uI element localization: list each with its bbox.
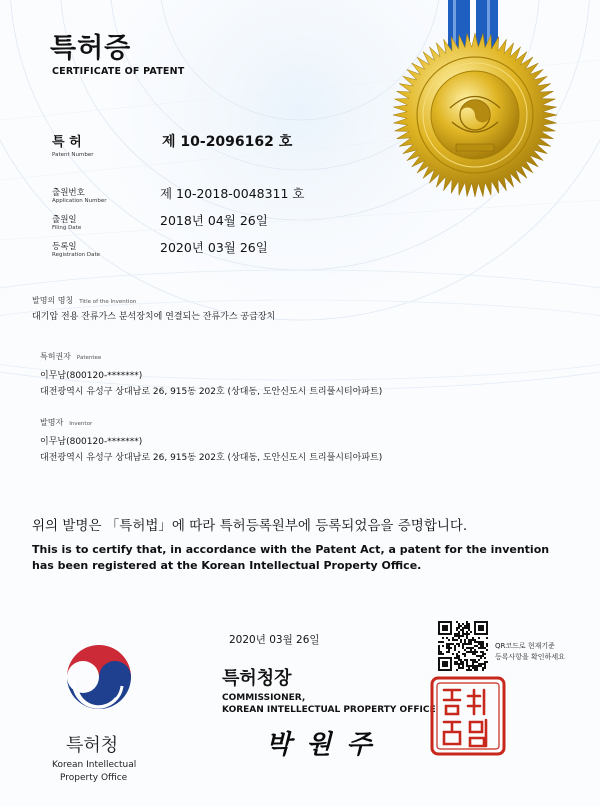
certification-text-en-1: This is to certify that, in accordance with the Patent Act, a patent for the invention (32, 543, 550, 556)
qr-code[interactable] (438, 621, 488, 671)
patentee-label (40, 351, 101, 362)
issue-date: 2020년 03월 26일 (229, 634, 320, 646)
inventor-label-ko: 발명자 (40, 418, 64, 427)
patent-number-label: 특 허 (52, 135, 82, 150)
gold-seal (390, 30, 560, 200)
official-red-seal (430, 676, 506, 756)
invention-title-label-en: Title of the Invention (79, 299, 137, 305)
inventor-label (40, 417, 92, 428)
certificate-title-en: CERTIFICATE OF PATENT (52, 66, 185, 77)
inventor-label-en: Inventor (69, 421, 93, 427)
patent-number-label-en: Patent Number (52, 152, 94, 158)
kipo-logo-text-ko: 특허청 (66, 735, 119, 756)
application-number-value: 제 10-2018-0048311 호 (160, 186, 305, 201)
kipo-logo (62, 640, 136, 714)
patentee-address: 대전광역시 유성구 상대남로 26, 915동 202호 (상대동, 도안신도시 트리풀시티아파트) (40, 387, 383, 397)
kipo-logo-text-en-2: Property Office (60, 773, 128, 783)
registration-date-value: 2020년 03월 26일 (160, 240, 268, 255)
certification-text-ko: 위의 발명은 「특허법」에 따라 특허등록원부에 등록되었음을 증명합니다. (32, 518, 468, 534)
commissioner-title-en-1: COMMISSIONER, (222, 693, 306, 703)
registration-date-label: 등록일 (52, 242, 77, 252)
kipo-logo-text-en-1: Korean Intellectual (52, 760, 137, 770)
qr-caption-line-1: QR코드로 현재기준 (495, 642, 555, 650)
invention-title-value: 대기압 전용 잔류가스 분석장치에 연결되는 잔류가스 공급장치 (32, 312, 276, 322)
commissioner-title-ko: 특허청장 (222, 668, 292, 689)
registration-date-label-en: Registration Date (52, 252, 101, 258)
invention-title-label-ko: 발명의 명칭 (32, 296, 74, 305)
patentee-label-ko: 특허권자 (40, 352, 71, 361)
patent-number-value: 제 10-2096162 호 (162, 134, 293, 150)
filing-date-label: 출원일 (52, 215, 77, 225)
inventor-address: 대전광역시 유성구 상대남로 26, 915동 202호 (상대동, 도안신도시 트리풀시티아파트) (40, 453, 383, 463)
inventor-name: 이무남(800120-*******) (40, 437, 143, 447)
qr-caption-line-2: 등록사항을 확인하세요 (495, 653, 565, 661)
filing-date-value: 2018년 04월 26일 (160, 213, 268, 228)
application-number-label: 출원번호 (52, 188, 85, 198)
certification-text-en-2: has been registered at the Korean Intellectual Property Office. (32, 559, 422, 572)
certificate-title-ko: 특허증 (50, 33, 132, 64)
filing-date-label-en: Filing Date (52, 225, 82, 231)
signature: 박 원 주 (266, 730, 375, 760)
commissioner-title-en-2: KOREAN INTELLECTUAL PROPERTY OFFICE (222, 705, 436, 715)
invention-title-label (32, 295, 136, 306)
patentee-name: 이무남(800120-*******) (40, 371, 143, 381)
patentee-label-en: Patentee (76, 355, 102, 361)
application-number-label-en: Application Number (52, 198, 107, 204)
